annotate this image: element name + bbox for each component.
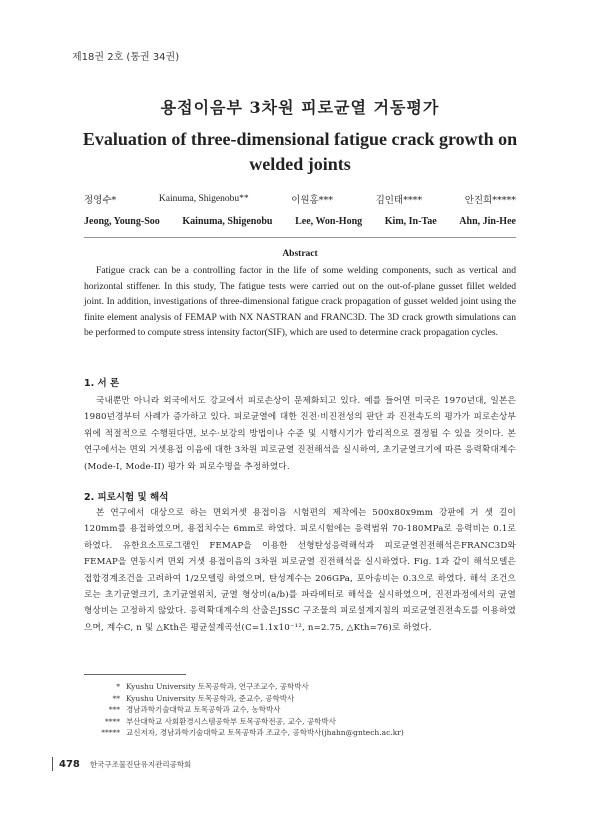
footnote-mark: *****: [101, 728, 120, 738]
section-body: 본 연구에서 대상으로 하는 면외거셋 용접이음 시험편의 제작에는 500x80x9mm 강판에 거 셋 길이 120mm를 용접하였으며, 용접치수는 6mm로 하였다. 피로시험에는 응력범위 70-180MPa로 응력비는 0.1로 하였다. 유한요소프로그램인 FEMAP을 이용한 선형탄성응력해석과 피로균열진전해석은FRANC3D와 FEMAP을 연동시켜 면외 거셋 용접이음의 3차원 피로균열 진전해석을 실시하였다. Fig. 1과 같이 해석모델은 접합경계조건을 고려하여 1/2모델링 하였으며, 탄성계수는 206GPa, 포아송비는 0.3으로 하였다. 해석 조건으로는 초기균열크기, 초기균열위치, 균열 형상비(a/b)를 파라메터로 해석을 실시하였으며, 진전과정에서의 균열 형상비는 고정하지 않았다. 응력확대계수의 산출은JSSC 구조물의 피로설계지침의 피로균열진전속도를 이용하였으며, 계수C, n 및 △Kth은 평균설계곡선(C=1.1x10⁻¹², n=2.75, △Kth=76)로 하였다.: [84, 508, 516, 633]
author-english: Lee, Won-Hong: [295, 215, 363, 227]
author-korean: Kainuma, Shigenobu**: [158, 194, 249, 204]
title-korean: 용접이음부 3차원 피로균열 거동평가: [160, 98, 440, 117]
author-korean: 정영수*: [84, 195, 117, 206]
society-name: 한국구조물진단유지관리공학회: [89, 759, 192, 769]
footnote-mark: *: [116, 682, 120, 691]
section-heading: 2. 피로시험 및 해석: [84, 492, 169, 503]
footnote-mark: **: [112, 693, 120, 703]
page-footer: [52, 757, 191, 771]
author-korean: 김인태****: [375, 195, 423, 206]
footnote: [84, 681, 404, 693]
authors-english-row: [84, 210, 516, 232]
footnote: [84, 727, 404, 739]
footnote: [84, 716, 404, 728]
abstract-text: Fatigue crack can be a controlling factor in the life of some welding components, such as vertical and horizontal stiffener. In this study, The fatigue tests were carried out on the out-of-plane gusset fillet welded joint. In addition, investigations of three-dimensional fatigue crack propagation of gusset welded joint using the finite element analysis of FEMAP with NX NASTRAN and FRANC3D. The 3D crack growth simulations can be performed to compute stress intensity factor(SIF), which are used to determine crack propagation cycles.: [84, 265, 516, 339]
abstract-heading: Abstract: [282, 249, 318, 259]
footer-bar: [52, 757, 53, 771]
footnote-mark: ***: [108, 705, 120, 715]
footnote-text: 교신저자, 경남과학기술대학교 토목공학과 조교수, 공학박사(jhahn@gntech.ac.kr): [126, 728, 404, 738]
footnote-mark: ****: [105, 716, 120, 726]
author-block: [84, 188, 516, 232]
section-body: 국내뿐만 아니라 외국에서도 강교에서 피로손상이 문제화되고 있다. 예를 들어면 미국은 1970년대, 일본은1980년경부터 사례가 증가하고 있다. 피로균열에 대한 진전·비진전성의 판단 과 진전속도의 평가가 피로손상부위에 적절적으로 수행된다면, 보수·보강의 방법이나 수준 및 시행시기가 합리적으로 결정될 수 있을 것이다. 본 연구에서는 면외 거셋용접 이음에 대한 3차원 피로균열 진전해석을 실시하여, 초기균열크기에 따른 응력확대계수(Mode-I, Mode-II) 평가 와 피로수명을 추정하였다.: [84, 396, 516, 472]
author-english: Ahn, Jin-Hee: [459, 215, 516, 227]
title-english: Evaluation of three-dimensional fatigue crack growth on welded joints: [82, 129, 518, 174]
footnotes: [84, 681, 404, 739]
footnote-text: 부산대학교 사회환경시스템공학부 토목공학전공, 교수, 공학박사: [126, 716, 336, 726]
footnote: [84, 704, 404, 716]
footnote-text: Kyushu University 토목공학과, 준교수, 공학박사: [126, 693, 295, 703]
authors-korean-row: [84, 188, 516, 210]
author-korean: 안진희*****: [464, 195, 516, 206]
section-heading: 1. 서 론: [84, 378, 120, 389]
author-korean: 이원홍***: [291, 195, 333, 206]
author-english: Jeong, Young-Soo: [84, 215, 160, 227]
author-english: Kim, In-Tae: [384, 215, 437, 227]
journal-volume: 제18권 2호 (통권 34권): [72, 52, 180, 63]
page-number: 478: [59, 758, 80, 770]
author-english: Kainuma, Shigenobu: [182, 215, 273, 227]
footnote-text: Kyushu University 토목공학과, 연구조교수, 공학박사: [126, 682, 309, 691]
footnote: [84, 693, 404, 705]
divider: [84, 237, 516, 238]
footnote-text: 경남과학기술대학교 토목공학과 교수, 농학박사: [126, 705, 281, 715]
footnote-divider: [84, 674, 186, 675]
